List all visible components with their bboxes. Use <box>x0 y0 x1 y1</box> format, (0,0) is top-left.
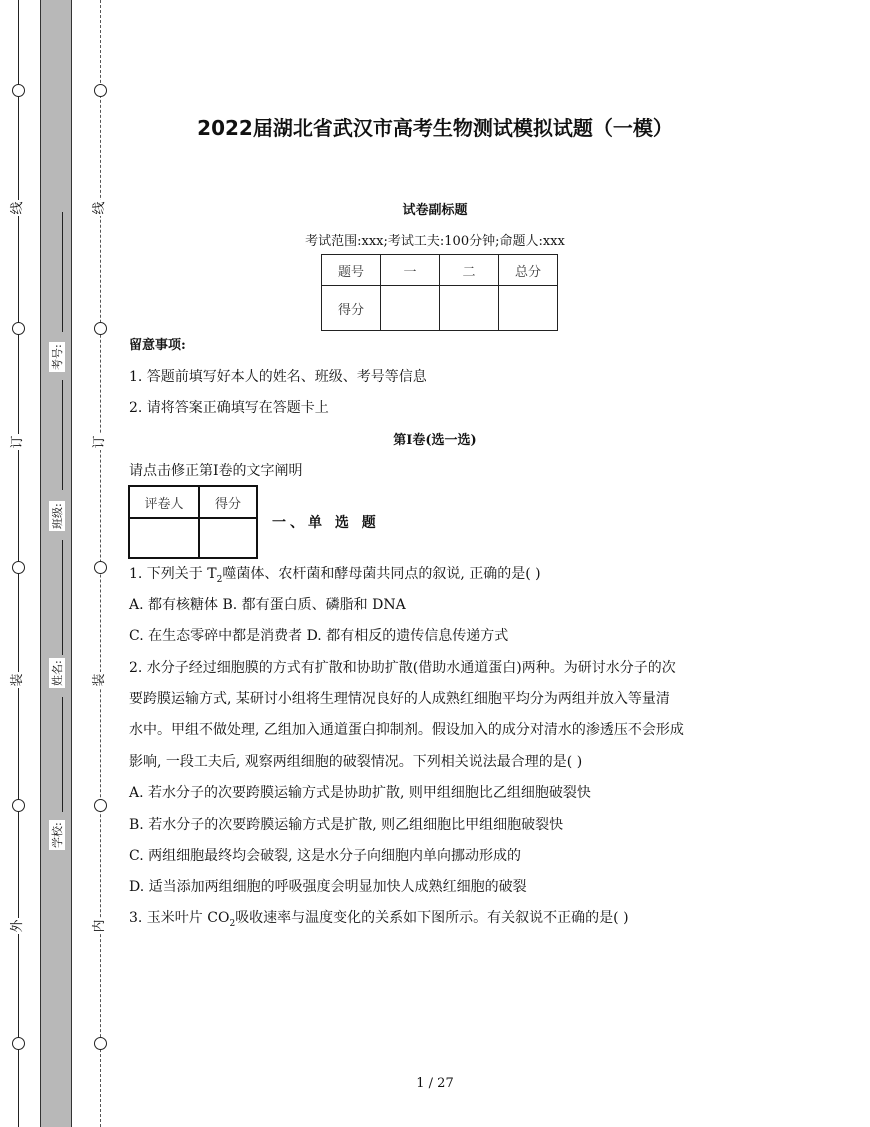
school-label: 学校: <box>51 822 64 848</box>
question-1 <box>129 563 541 585</box>
page-number: 1 / 27 <box>416 1076 454 1091</box>
question-text: 3. 玉米叶片 CO <box>129 910 230 926</box>
margin-char-xian: 线 <box>92 201 107 215</box>
question-1-options: A. 都有核糖体 B. 都有蛋白质、磷脂和 DNA <box>129 597 406 613</box>
page-title: 2022届湖北省武汉市高考生物测试模拟试题（一模） <box>197 116 673 140</box>
score-header-cell: 题号 <box>322 255 381 286</box>
margin-char-wai: 外 <box>10 919 25 933</box>
score-entry-cell[interactable] <box>381 286 440 331</box>
grader-entry-cell[interactable] <box>129 518 199 558</box>
question-2-line: 要跨膜运输方式, 某研讨小组将生理情况良好的人成熟红细胞平均分为两组并放入等量清 <box>129 691 670 707</box>
question-text: 噬菌体、农杆菌和酵母菌共同点的叙说, 正确的是( ) <box>222 566 541 582</box>
note-item: 1. 答题前填写好本人的姓名、班级、考号等信息 <box>129 369 427 385</box>
grader-header-cell: 得分 <box>199 486 257 518</box>
score-header-cell: 一 <box>381 255 440 286</box>
question-3 <box>129 907 629 929</box>
subscript: 2 <box>229 918 236 929</box>
score-header-cell: 二 <box>440 255 499 286</box>
subscript: 2 <box>216 574 223 585</box>
binding-hole <box>12 799 25 812</box>
score-table <box>321 254 558 331</box>
exam-info: 考试范围:xxx;考试工夫:100分钟;命题人:xxx <box>305 234 565 249</box>
question-text: 吸收速率与温度变化的关系如下图所示。有关叙说不正确的是( ) <box>235 910 629 926</box>
question-text: 1. 下列关于 T <box>129 566 217 582</box>
score-entry-cell[interactable] <box>440 286 499 331</box>
part-title: 第I卷(选一选) <box>393 433 477 448</box>
binding-hole <box>12 561 25 574</box>
notes-heading: 留意事项: <box>129 338 186 353</box>
question-1-options: C. 在生态零碎中都是消费者 D. 都有相反的遗传信息传递方式 <box>129 628 509 644</box>
binding-hole <box>94 561 107 574</box>
paper-subtitle: 试卷副标题 <box>402 203 468 218</box>
grader-table <box>128 485 258 559</box>
question-2-option-c: C. 两组细胞最终均会破裂, 这是水分子向细胞内单向挪动形成的 <box>129 848 522 864</box>
name-label: 姓名: <box>51 660 64 686</box>
margin-char-nei: 内 <box>92 919 107 933</box>
exam-number-label: 考号: <box>51 344 64 370</box>
score-row-label: 得分 <box>322 286 381 331</box>
margin-char-ding: 订 <box>92 435 107 449</box>
binding-hole <box>12 1037 25 1050</box>
binding-strip <box>40 0 72 1127</box>
note-item: 2. 请将答案正确填写在答题卡上 <box>129 400 329 416</box>
margin-char-zhuang: 装 <box>10 673 25 687</box>
question-2-option-d: D. 适当添加两组细胞的呼吸强度会明显加快人成熟红细胞的破裂 <box>129 879 527 895</box>
class-label: 班级: <box>51 503 64 529</box>
binding-hole <box>94 322 107 335</box>
grader-header-cell: 评卷人 <box>129 486 199 518</box>
binding-hole <box>94 84 107 97</box>
part-instruction: 请点击修正第I卷的文字阐明 <box>129 463 303 479</box>
binding-hole <box>94 1037 107 1050</box>
binding-hole <box>12 84 25 97</box>
margin-char-zhuang: 装 <box>92 673 107 687</box>
margin-char-ding: 订 <box>10 435 25 449</box>
margin-char-xian: 线 <box>10 201 25 215</box>
question-2-line: 影响, 一段工夫后, 观察两组细胞的破裂情况。下列相关说法最合理的是( ) <box>129 754 583 770</box>
name-line[interactable] <box>62 540 63 655</box>
binding-hole <box>94 799 107 812</box>
question-2-option-a: A. 若水分子的次要跨膜运输方式是协助扩散, 则甲组细胞比乙组细胞破裂快 <box>129 785 591 801</box>
school-line[interactable] <box>62 697 63 812</box>
question-2-option-b: B. 若水分子的次要跨膜运输方式是扩散, 则乙组细胞比甲组细胞破裂快 <box>129 817 564 833</box>
score-header-cell: 总分 <box>499 255 558 286</box>
question-2-line: 水中。甲组不做处理, 乙组加入通道蛋白抑制剂。假设加入的成分对清水的渗透压不会形成 <box>129 722 684 738</box>
grader-entry-cell[interactable] <box>199 518 257 558</box>
binding-hole <box>12 322 25 335</box>
question-2-line: 2. 水分子经过细胞膜的方式有扩散和协助扩散(借助水通道蛋白)两种。为研讨水分子的次 <box>129 660 676 676</box>
section-title: 一、单 选 题 <box>272 515 380 531</box>
score-entry-cell[interactable] <box>499 286 558 331</box>
